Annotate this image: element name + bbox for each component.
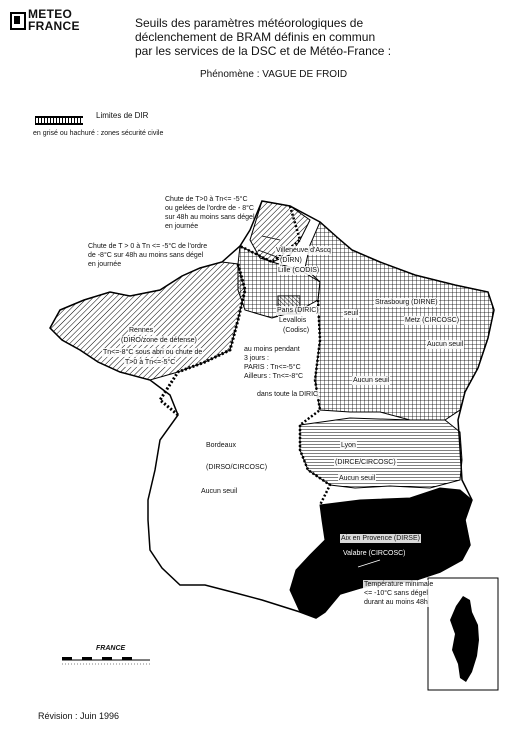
note-north-line3: sur 48h au moins sans dégel	[165, 214, 255, 221]
note-south	[363, 580, 434, 607]
label-seuil-ne: seuil	[344, 310, 359, 317]
label-aucun-ne-left: Aucun seuil	[353, 377, 390, 384]
label-dirce: (DIRCE/CIRCOSC)	[335, 459, 396, 466]
logo-line1: METEO	[28, 7, 73, 21]
label-rennes-rule2: T>0 à Tn<=-5°C	[125, 359, 176, 366]
scale-label: FRANCE	[96, 645, 126, 652]
note-paris-line4: Ailleurs : Tn<=-8°C	[244, 373, 304, 380]
note-paris-line1: au moins pendant	[243, 345, 304, 354]
label-diro: (DIRO/zone de défense)	[121, 337, 197, 344]
label-valabre: Valabre (CIRCOSC)	[343, 550, 406, 557]
note-paris-line5: dans toute la DIRIC	[257, 391, 319, 398]
title-line3: par les services de la DSC et de Météo-France :	[135, 44, 392, 58]
label-aix: Aix en Provence (DIRSE)	[341, 535, 420, 542]
note-south-line1: Température minimale	[364, 581, 434, 588]
note-paris-line2: 3 jours :	[243, 354, 304, 363]
phenomenon-label: Phénomène : VAGUE DE FROID	[200, 69, 348, 80]
scale-bar	[62, 657, 150, 664]
label-lyon: Lyon	[341, 442, 356, 449]
note-south-line3: durant au moins 48h	[363, 598, 434, 607]
note-paris-line3: PARIS : Tn<=-5°C	[243, 363, 304, 372]
title-line2: déclenchement de BRAM définis en commun	[135, 30, 376, 44]
label-rennes-rule1: Tn<=-8°C sous abri ou chute de	[103, 349, 203, 356]
logo-line2: FRANCE	[28, 19, 80, 33]
label-metz: Metz (CIRCOSC)	[405, 317, 460, 324]
label-aucun-so: Aucun seuil	[201, 488, 238, 495]
note-north-line2: ou gelées de l'ordre de - 8°C	[165, 205, 254, 212]
note-north-line4: en journée	[165, 223, 199, 230]
label-dirso: (DIRSO/CIRCOSC)	[206, 464, 268, 471]
note-northwest	[88, 242, 207, 269]
label-strasbourg: Strasbourg (DIRNE)	[375, 299, 438, 306]
dirce-zone	[300, 418, 462, 488]
revision-date: Révision : Juin 1996	[38, 711, 120, 721]
label-bordeaux: Bordeaux	[206, 442, 236, 449]
label-aucun-ce: Aucun seuil	[339, 475, 376, 482]
legend-dir-limits: Limites de DIR	[96, 111, 149, 120]
note-north-line1: Chute de T>0 à Tn<= -5°C	[165, 196, 248, 203]
label-aucun-ne-right: Aucun seuil	[427, 341, 464, 348]
note-nw-line1: Chute de T > 0 à Tn <= -5°C de l'ordre	[88, 243, 208, 250]
label-codisc: (Codisc)	[283, 327, 310, 334]
note-nw-line3: en journée	[88, 261, 122, 268]
label-levallois: Levallois	[279, 317, 307, 324]
label-lille: Lille (CODIS)	[278, 267, 320, 274]
label-paris: Paris (DIRIC)	[277, 307, 319, 314]
title-line1: Seuils des paramètres météorologiques de	[135, 16, 364, 30]
label-villeneuve: Villeneuve d'Ascq	[276, 247, 331, 254]
legend-zones-note: en grisé ou hachuré : zones sécurité civile	[33, 130, 164, 137]
note-north	[165, 195, 255, 231]
note-paris	[243, 345, 304, 381]
label-dirn: (DIRN)	[280, 257, 302, 264]
dirne-zone	[305, 222, 494, 420]
label-rennes: Rennes	[129, 327, 154, 334]
note-nw-line2: de -8°C sur 48h au moins sans dégel	[88, 252, 204, 259]
note-south-line2: <= -10°C sans dégel	[363, 589, 434, 598]
